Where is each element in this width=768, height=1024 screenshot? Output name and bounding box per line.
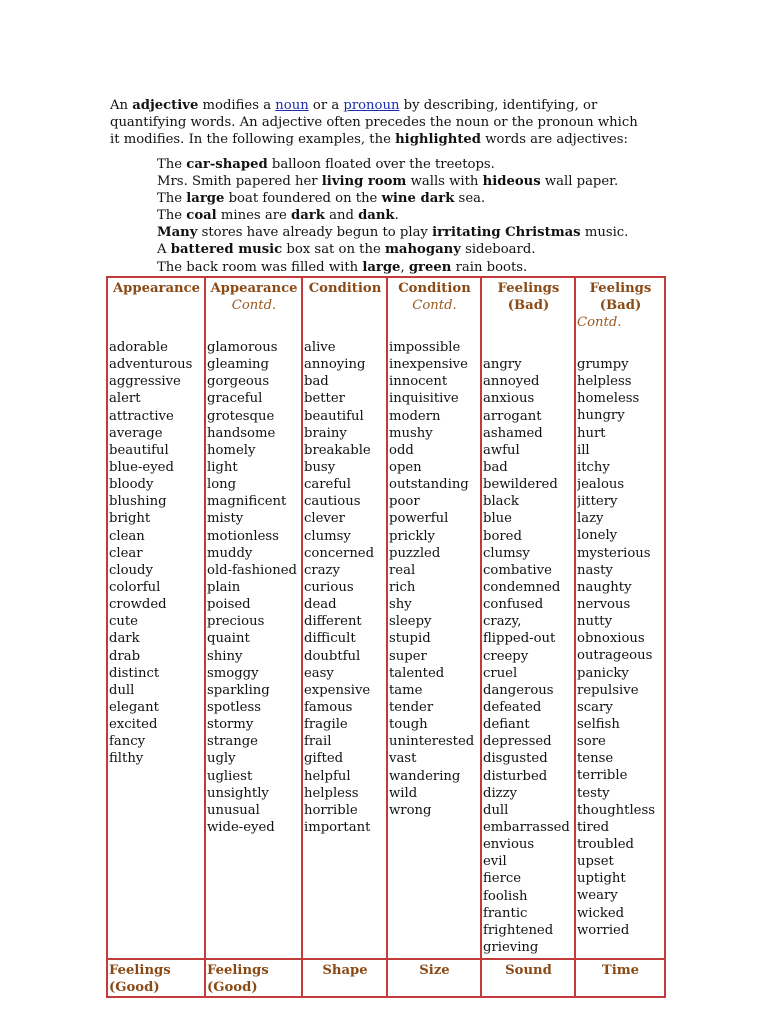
adjective-word: depressed <box>483 734 552 750</box>
adjective-word: tough <box>389 717 428 733</box>
adjective-word: tense <box>577 751 614 767</box>
adjective-word: helpful <box>304 768 351 784</box>
adjective-word: mushy <box>389 425 433 441</box>
example-sentence <box>157 259 617 276</box>
adjective-word: jealous <box>577 476 625 492</box>
adjective-word: black <box>483 494 519 510</box>
highlighted-adjective: hideous <box>482 174 541 190</box>
highlighted-adjective: green <box>408 259 452 275</box>
adjective-word: tender <box>389 699 434 715</box>
example-sentence <box>157 224 629 241</box>
term-adjective: adjective <box>132 98 199 113</box>
sentence-text: A <box>157 242 171 258</box>
adjective-word: wicked <box>577 905 625 921</box>
adjective-word: aggressive <box>109 374 181 390</box>
column-header <box>483 278 574 314</box>
footer-cell <box>302 959 387 997</box>
column-title: Condition <box>398 281 471 296</box>
adjective-word: outrageous <box>577 648 653 664</box>
footer-cell <box>205 959 302 997</box>
word-list <box>389 339 480 819</box>
adjective-word: different <box>304 614 362 630</box>
example-sentences <box>157 156 629 276</box>
adjective-word: defiant <box>483 717 530 733</box>
sentence-text: The back room was filled with <box>157 259 363 275</box>
footer-cell <box>575 959 665 997</box>
adjective-word: attractive <box>109 408 174 424</box>
adjective-word: modern <box>389 408 441 424</box>
adjective-word: evil <box>483 854 507 870</box>
adjective-word: expensive <box>304 682 371 698</box>
column-title: Appearance <box>112 281 201 296</box>
sentence-text: rain boots. <box>451 259 528 275</box>
sentence-text: music. <box>580 225 629 241</box>
adjective-word: fragile <box>304 717 348 733</box>
adjective-word: puzzled <box>389 545 441 561</box>
adjective-word: scary <box>577 699 613 715</box>
adjective-word: wrong <box>389 802 432 818</box>
adjective-word: uptight <box>577 871 626 887</box>
adjective-word: alive <box>304 340 336 355</box>
adjective-word: repulsive <box>577 682 639 698</box>
highlighted-adjective: irritating Christmas <box>432 225 581 241</box>
adjective-word: gleaming <box>207 357 269 373</box>
highlighted-adjective: living room <box>321 174 407 190</box>
adjective-word: precious <box>207 614 265 630</box>
adjective-word: dangerous <box>483 682 554 698</box>
adjective-word: better <box>304 391 345 407</box>
example-sentence <box>157 241 617 258</box>
column-1 <box>205 277 302 959</box>
adjective-word: glamorous <box>207 340 278 355</box>
adjective-word: flipped-out <box>483 631 556 647</box>
adjective-word: ugliest <box>207 768 253 784</box>
adjective-word: clear <box>109 545 143 561</box>
column-title: Feelings (Bad) <box>589 281 652 313</box>
adjective-word: ill <box>577 442 590 458</box>
adjective-word: shy <box>389 597 412 613</box>
adjective-word: odd <box>389 442 414 458</box>
adjective-word: clever <box>304 511 345 527</box>
adjective-word: defeated <box>483 699 542 715</box>
adjective-word: difficult <box>304 631 356 647</box>
highlighted-adjective: coal <box>186 208 217 224</box>
example-sentence <box>157 156 617 173</box>
adjective-word: stormy <box>207 717 254 733</box>
sentence-text: Mrs. Smith papered her <box>157 174 322 190</box>
word-list <box>483 339 574 956</box>
sentence-text: balloon floated over the treetops. <box>267 157 495 172</box>
adjective-word: busy <box>304 459 336 475</box>
adjective-word: misty <box>207 511 244 527</box>
adjective-word: fancy <box>109 734 146 750</box>
adjective-word: nasty <box>577 562 613 578</box>
adjective-word: rich <box>389 579 416 595</box>
adjective-word: sleepy <box>389 614 432 630</box>
continued-label: Contd. <box>577 315 622 330</box>
column-header <box>109 278 204 297</box>
adjective-word: blue-eyed <box>109 459 174 475</box>
adjective-word: bloody <box>109 477 154 493</box>
sentence-text: sea. <box>454 191 486 207</box>
adjective-word: homely <box>207 442 256 458</box>
adjective-word: handsome <box>207 425 276 441</box>
adjective-word: anxious <box>483 391 535 407</box>
adjective-word: crazy, <box>483 614 522 630</box>
adjective-word: worried <box>577 922 630 938</box>
footer-category: Feelings (Good) <box>109 963 171 995</box>
adjective-word: terrible <box>577 768 628 784</box>
column-header <box>389 278 480 314</box>
adjective-word: filthy <box>109 751 144 767</box>
table-footer-row <box>107 959 665 997</box>
adjective-word: obnoxious <box>577 631 645 647</box>
adjective-word: inquisitive <box>389 391 459 407</box>
adjective-word: vast <box>389 751 417 767</box>
example-sentence <box>157 173 617 190</box>
adjective-word: ugly <box>207 751 236 767</box>
adjective-word: cute <box>109 614 138 630</box>
adjective-word: horrible <box>304 802 358 818</box>
adjective-word: crowded <box>109 597 167 613</box>
column-title: Feelings (Bad) <box>497 281 560 313</box>
adjective-word: unusual <box>207 802 260 818</box>
intro-text: or a <box>308 98 344 113</box>
column-header <box>577 278 664 331</box>
sentence-text: mines are <box>216 208 292 224</box>
adjective-word: bad <box>304 374 329 390</box>
adjective-word: graceful <box>207 391 263 407</box>
adjective-word: alert <box>109 391 141 407</box>
sentence-text: box sat on the <box>282 242 385 258</box>
adjective-word: muddy <box>207 545 253 561</box>
adjective-word: foolish <box>483 888 528 904</box>
sentence-text: The <box>157 157 187 172</box>
sentence-text: The <box>157 208 187 224</box>
column-3 <box>387 277 481 959</box>
adjective-word: envious <box>483 837 535 853</box>
adjective-word: old-fashioned <box>207 562 297 578</box>
adjective-word: innocent <box>389 374 448 390</box>
footer-category: Feelings (Good) <box>207 963 269 995</box>
adjective-word: cruel <box>483 665 518 681</box>
adjective-word: super <box>389 648 427 664</box>
adjective-word: concerned <box>304 545 375 561</box>
adjective-word: inexpensive <box>389 357 468 373</box>
adjective-word: embarrassed <box>483 819 570 835</box>
adjective-word: real <box>389 562 416 578</box>
highlighted-adjective: car-shaped <box>186 157 268 172</box>
adjective-word: annoyed <box>483 374 540 390</box>
adjective-word: outstanding <box>389 477 469 493</box>
adjective-word: disturbed <box>483 768 548 784</box>
footer-category: Size <box>419 963 450 978</box>
adjective-word: motionless <box>207 528 279 544</box>
sentence-text: The <box>157 191 187 207</box>
adjective-word: hungry <box>577 408 625 424</box>
sentence-text: , <box>400 259 409 275</box>
adjective-word: strange <box>207 734 258 750</box>
intro-text: modifies a <box>198 98 276 113</box>
adjective-word: dull <box>483 802 509 818</box>
adjective-word: frightened <box>483 922 554 938</box>
adjective-word: bewildered <box>483 477 558 493</box>
adjective-word: magnificent <box>207 494 287 510</box>
adjective-word: lonely <box>577 528 618 544</box>
adjective-word: curious <box>304 579 354 595</box>
adjective-word: grumpy <box>577 357 629 372</box>
word-list <box>109 339 204 768</box>
highlighted-adjective: battered music <box>170 242 283 258</box>
adjective-word: open <box>389 459 422 475</box>
column-0 <box>107 277 205 959</box>
adjective-word: arrogant <box>483 408 542 424</box>
highlighted-adjective: wine dark <box>381 191 455 207</box>
adjective-word: shiny <box>207 648 243 664</box>
adjective-word: homeless <box>577 391 640 407</box>
adjective-word: upset <box>577 854 614 870</box>
adjective-word: crazy <box>304 562 340 578</box>
highlighted-adjective: large <box>362 259 401 275</box>
noun-link[interactable]: noun <box>275 98 309 113</box>
adjective-word: brainy <box>304 425 347 441</box>
word-list <box>577 356 664 939</box>
footer-category: Shape <box>322 963 368 978</box>
adjective-word: bad <box>483 459 508 475</box>
word-list <box>304 339 386 836</box>
highlighted-adjective: mahogany <box>384 242 461 258</box>
adjective-word: adorable <box>109 340 168 355</box>
adjective-word: adventurous <box>109 357 193 373</box>
adjective-word: condemned <box>483 579 561 595</box>
column-header <box>207 278 301 314</box>
adjective-word: helpless <box>577 374 632 390</box>
adjective-word: frantic <box>483 905 528 921</box>
adjective-word: quaint <box>207 631 250 647</box>
sentence-text: wall paper. <box>540 174 619 190</box>
example-sentence <box>157 190 617 207</box>
adjective-word: tired <box>577 819 610 835</box>
column-4 <box>481 277 575 959</box>
adjective-word: lazy <box>577 511 604 527</box>
adjective-word: impossible <box>389 340 461 355</box>
adjective-word: mysterious <box>577 545 651 561</box>
adjective-word: grieving <box>483 939 539 955</box>
adjective-word: gifted <box>304 751 344 767</box>
continued-label: Contd. <box>412 298 457 313</box>
highlighted-adjective: large <box>186 191 225 207</box>
sentence-text: stores have already begun to play <box>197 225 433 241</box>
adjective-word: dark <box>109 631 140 647</box>
adjective-word: clean <box>109 528 145 544</box>
adjective-word: spotless <box>207 699 262 715</box>
continued-label: Contd. <box>231 298 277 313</box>
adjective-word: gorgeous <box>207 374 270 390</box>
adjective-word: smoggy <box>207 665 259 681</box>
adjective-word: poised <box>207 597 251 613</box>
adjective-word: clumsy <box>483 545 530 561</box>
adjective-word: important <box>304 819 371 835</box>
adjective-word: cautious <box>304 494 361 510</box>
adjective-word: sparkling <box>207 682 270 698</box>
intro-text: An <box>110 98 133 113</box>
example-sentence <box>157 207 617 224</box>
adjective-word: powerful <box>389 511 449 527</box>
adjective-word: dizzy <box>483 785 518 801</box>
adjective-word: average <box>109 425 163 441</box>
highlighted-adjective: dank <box>358 208 395 224</box>
table-body-row <box>107 277 665 959</box>
adjective-word: jittery <box>577 494 618 510</box>
adjective-word: nervous <box>577 596 631 612</box>
sentence-text: and <box>324 208 359 224</box>
adjective-word: light <box>207 459 238 475</box>
adjective-word: grotesque <box>207 408 275 424</box>
adjective-word: sore <box>577 734 606 750</box>
footer-category: Sound <box>505 963 552 978</box>
adjective-word: confused <box>483 597 544 613</box>
adjective-word: troubled <box>577 836 634 852</box>
adjective-word: prickly <box>389 528 436 544</box>
adjective-word: thoughtless <box>577 802 656 818</box>
adjective-word: weary <box>577 888 618 904</box>
column-5 <box>575 277 665 959</box>
highlighted-adjective: Many <box>157 225 198 241</box>
adjective-word: breakable <box>304 442 371 458</box>
adjective-table <box>106 276 666 998</box>
adjective-word: dull <box>109 682 135 698</box>
footer-cell <box>107 959 205 997</box>
adjective-word: blushing <box>109 494 167 510</box>
adjective-word: wide-eyed <box>207 819 275 835</box>
footer-cell <box>481 959 575 997</box>
adjective-word: elegant <box>109 699 159 715</box>
adjective-word: unsightly <box>207 785 269 801</box>
footer-category: Time <box>601 963 640 978</box>
adjective-word: beautiful <box>109 442 169 458</box>
highlighted-adjective: dark <box>291 208 325 224</box>
term-highlighted: highlighted <box>395 132 482 147</box>
adjective-word: easy <box>304 665 334 681</box>
intro-paragraph <box>110 97 650 148</box>
adjective-word: testy <box>577 785 610 801</box>
adjective-word: colorful <box>109 579 161 595</box>
adjective-word: beautiful <box>304 408 364 424</box>
adjective-word: frail <box>304 734 332 750</box>
adjective-word: uninterested <box>389 734 475 750</box>
adjective-word: wild <box>389 785 418 801</box>
sentence-text: walls with <box>406 174 483 190</box>
sentence-text: boat foundered on the <box>224 191 382 207</box>
adjective-word: helpless <box>304 785 359 801</box>
adjective-word: blue <box>483 511 512 527</box>
adjective-word: talented <box>389 665 445 681</box>
adjective-word: panicky <box>577 665 629 681</box>
intro-text: by describing, identifying, or quantifying words. An adjective often precedes the noun or the pronoun which it modifies. In the following examples, the <box>110 98 638 147</box>
adjective-word: stupid <box>389 631 431 647</box>
adjective-word: disgusted <box>483 751 548 767</box>
adjective-word: awful <box>483 442 520 458</box>
column-title: Condition <box>308 281 382 296</box>
adjective-word: plain <box>207 579 241 595</box>
adjective-word: naughty <box>577 579 632 595</box>
adjective-word: distinct <box>109 665 160 681</box>
column-2 <box>302 277 387 959</box>
adjective-word: clumsy <box>304 528 351 544</box>
adjective-word: selfish <box>577 716 620 732</box>
adjective-word: combative <box>483 562 552 578</box>
adjective-word: bright <box>109 511 151 527</box>
adjective-word: dead <box>304 597 337 613</box>
adjective-word: doubtful <box>304 648 361 664</box>
column-title: Appearance <box>210 281 298 296</box>
adjective-word: hurt <box>577 425 606 441</box>
adjective-word: drab <box>109 648 141 664</box>
intro-text: words are adjectives: <box>481 132 628 147</box>
adjective-word: careful <box>304 477 351 493</box>
adjective-word: wandering <box>389 768 461 784</box>
column-header <box>304 278 386 297</box>
adjective-word: tame <box>389 682 423 698</box>
adjective-word: ashamed <box>483 425 543 441</box>
adjective-word: cloudy <box>109 562 153 578</box>
adjective-word: poor <box>389 494 420 510</box>
pronoun-link[interactable]: pronoun <box>343 98 400 113</box>
sentence-text: sideboard. <box>460 242 536 258</box>
adjective-word: itchy <box>577 459 610 475</box>
adjective-word: annoying <box>304 357 366 373</box>
adjective-word: long <box>207 477 237 493</box>
adjective-word: bored <box>483 528 522 544</box>
footer-cell <box>387 959 481 997</box>
adjective-word: fierce <box>483 871 522 887</box>
adjective-word: angry <box>483 357 522 373</box>
adjective-word: excited <box>109 717 158 733</box>
adjective-word: creepy <box>483 648 529 664</box>
sentence-text: . <box>394 208 399 224</box>
adjective-word <box>483 339 574 356</box>
adjective-word: nutty <box>577 614 613 630</box>
adjective-word: famous <box>304 699 353 715</box>
word-list <box>207 339 301 836</box>
